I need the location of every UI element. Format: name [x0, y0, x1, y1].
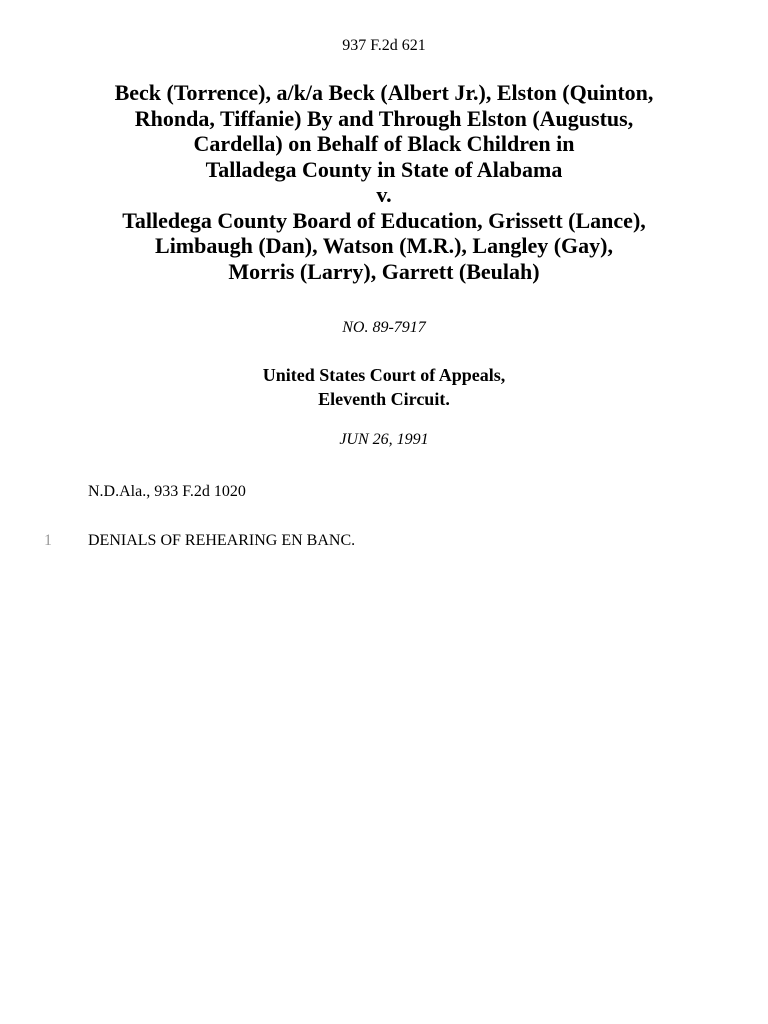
case-title-line: Cardella) on Behalf of Black Children in: [193, 131, 575, 156]
case-title-line: Beck (Torrence), a/k/a Beck (Albert Jr.), Elston (Quinton,: [114, 80, 654, 105]
paragraph-number: 1: [44, 532, 52, 549]
court-name-line: United States Court of Appeals,: [262, 365, 506, 385]
case-title-line: Rhonda, Tiffanie) By and Through Elston (Augustus,: [134, 105, 634, 131]
lower-court-citation: N.D.Ala., 933 F.2d 1020: [88, 483, 246, 500]
court-name: [0, 363, 768, 411]
case-title-line: Talledega County Board of Education, Grissett (Lance),: [122, 207, 646, 233]
case-title-line: Talladega County in State of Alabama: [205, 156, 563, 182]
decision-date: JUN 26, 1991: [339, 431, 429, 448]
paragraph-text: DENIALS OF REHEARING EN BANC.: [88, 532, 356, 549]
case-title-versus: v.: [376, 182, 392, 207]
paragraph: [0, 531, 768, 551]
case-title-line: Morris (Larry), Garrett (Beulah): [228, 258, 540, 284]
court-name-line: Eleventh Circuit.: [318, 389, 450, 409]
case-title: [40, 80, 728, 284]
docket-number: NO. 89-7917: [342, 319, 426, 336]
case-title-line: Limbaugh (Dan), Watson (M.R.), Langley (Gay),: [155, 233, 613, 258]
reporter-citation: 937 F.2d 621: [342, 37, 426, 54]
